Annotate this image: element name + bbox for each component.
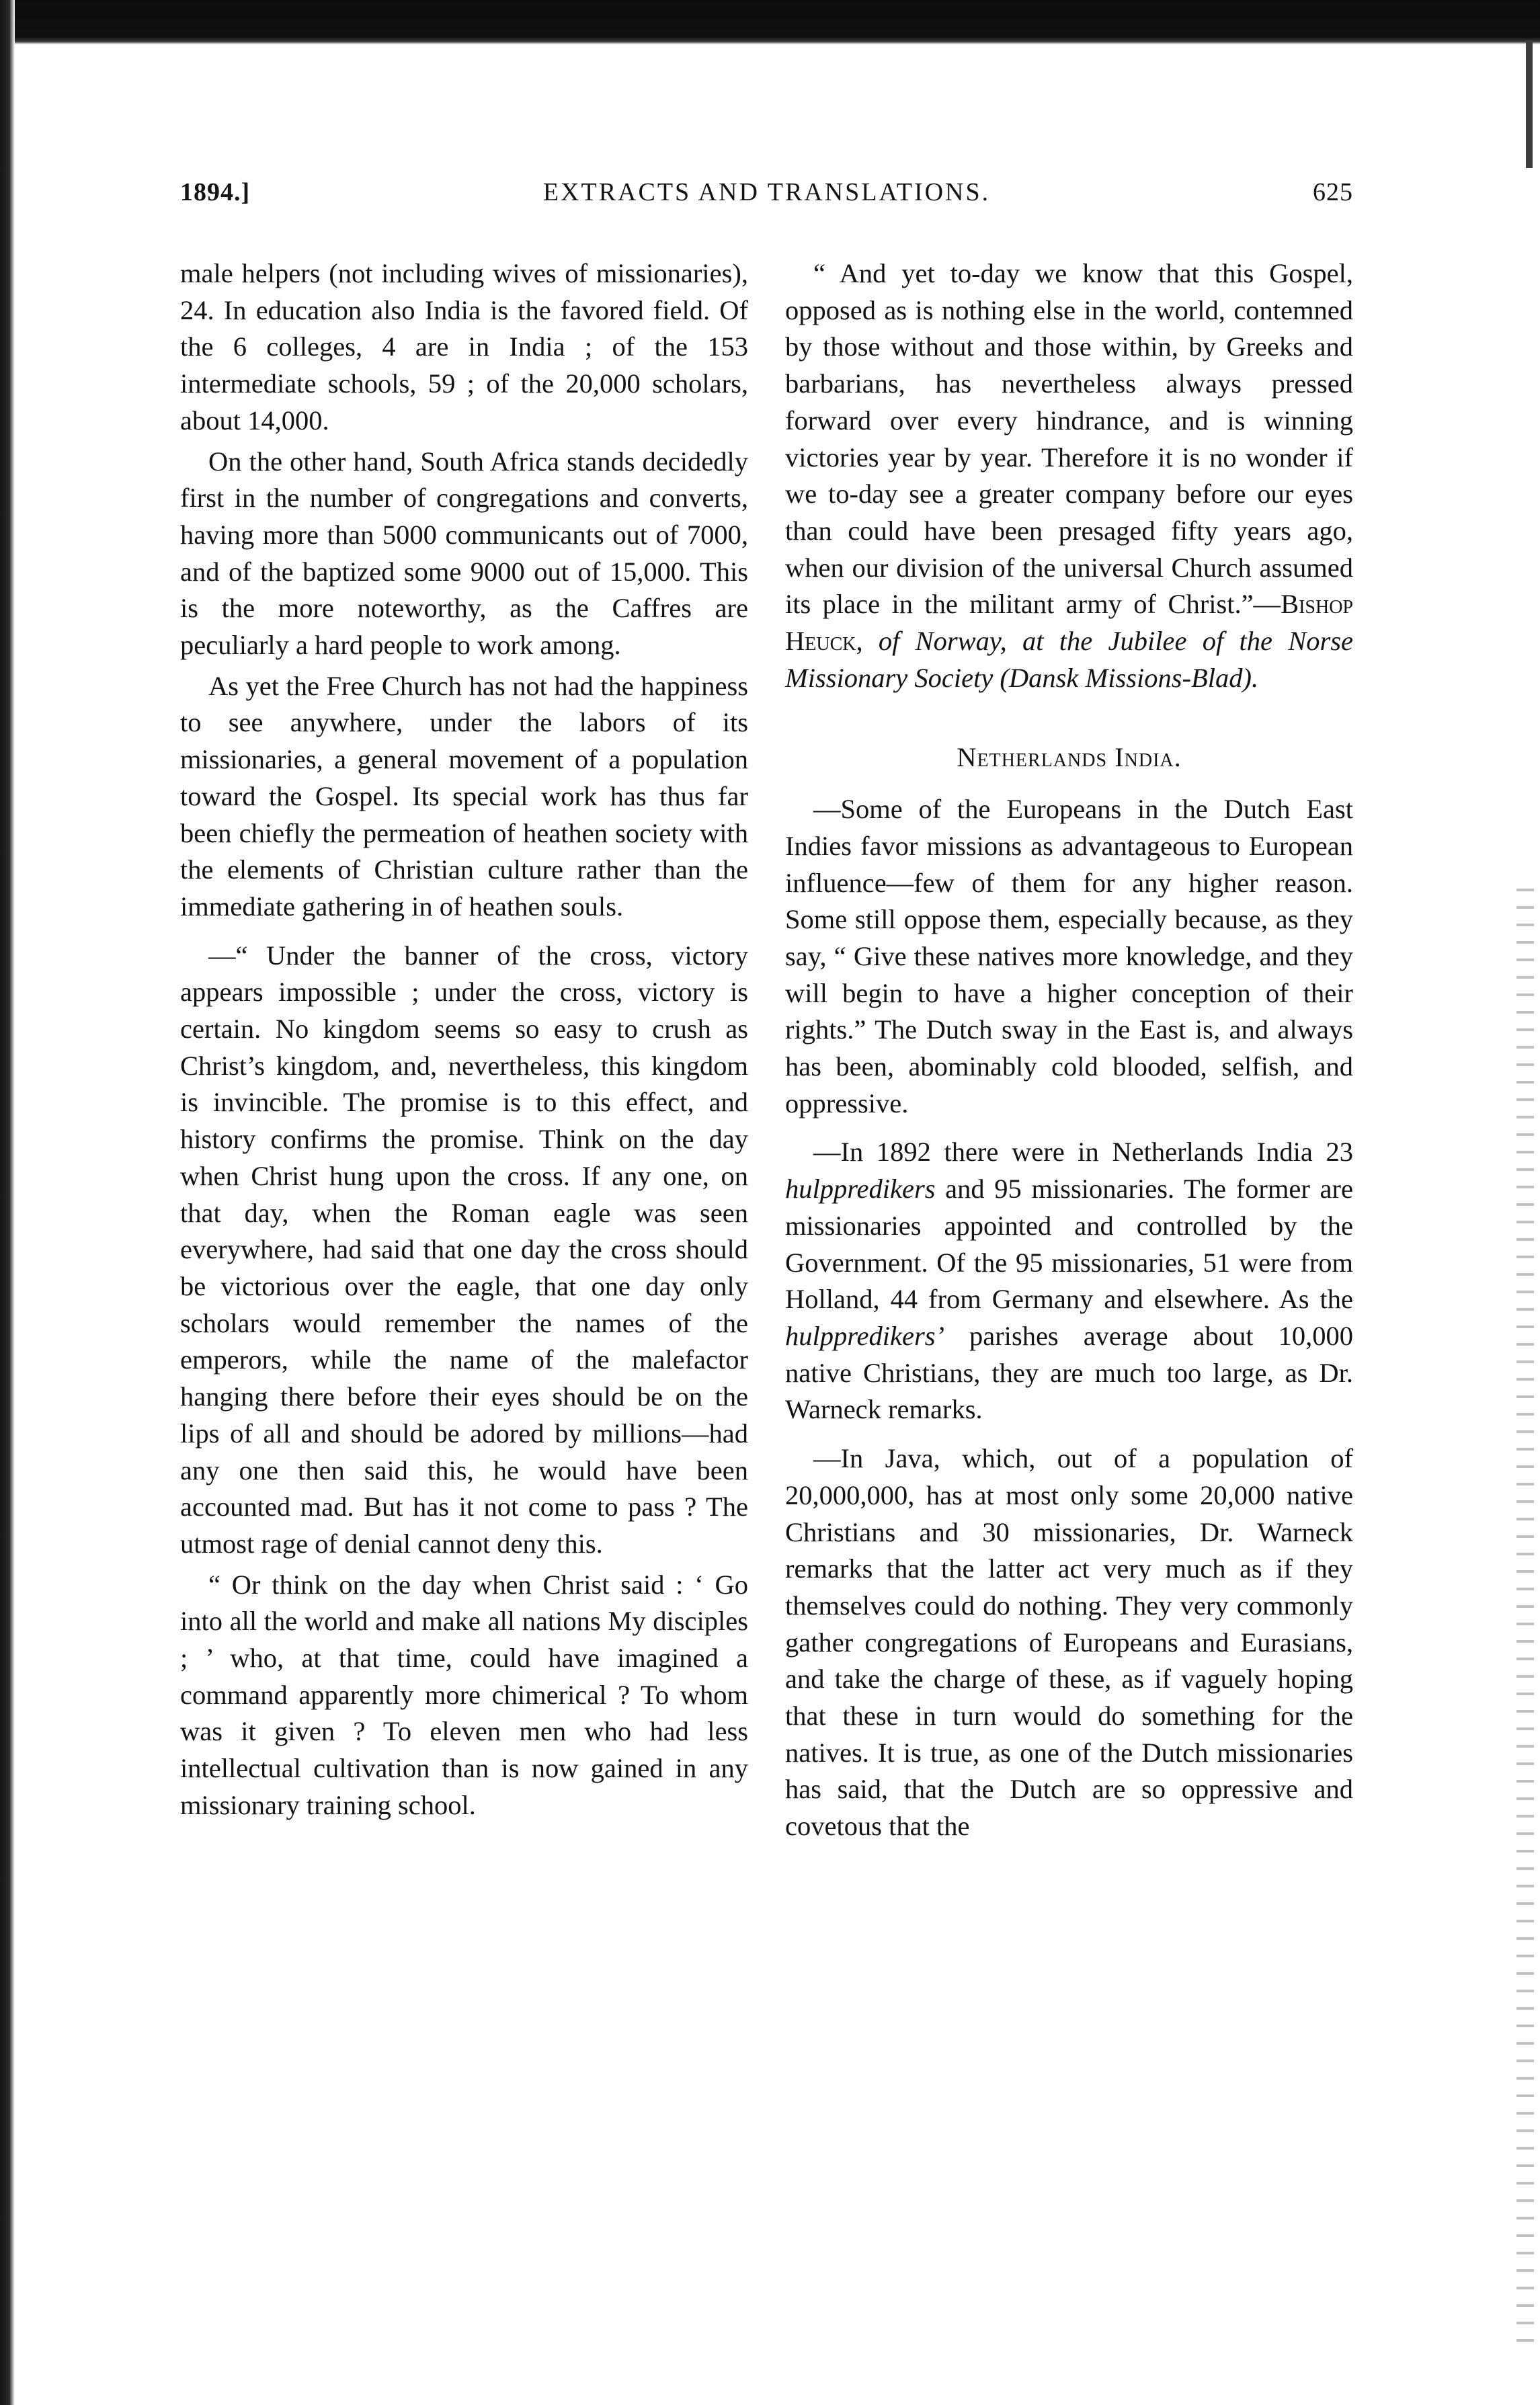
right-paragraph-2: —Some of the Europeans in the Dutch East Indies favor missions as advantageous to European influence—few of them for any higher reason. Some still oppose them, especially because, as they say, “ Give these natives more knowledge, and they will begin to have a higher conception of their rights.” The Dutch sway in the East is, and always has been, abominably cold blooded, selfish, and oppressive.	[785, 794, 1353, 1118]
page-number: 625	[1313, 178, 1353, 206]
term-hulppredikers: hulppredikers	[785, 1174, 936, 1205]
scan-edge-specks	[1516, 874, 1534, 2353]
left-paragraph-3: As yet the Free Church has not had the happiness to see anywhere, under the labors of its missionaries, a general movement of a population toward the Gospel. Its special work has thus far been chiefly the permeation of heathen society with the elements of Christian culture rather than the immediate gathering in of heathen souls.	[180, 670, 748, 922]
header-title: EXTRACTS AND TRANSLATIONS.	[542, 178, 991, 206]
scan-top-border	[0, 0, 1540, 44]
left-paragraph-4: —“ Under the banner of the cross, victory appears impossible ; under the cross, victory is certain. No kingdom seems so easy to crush as Christ’s kingdom, and, nevertheless, this kingdom is invincible. The promise is to this effect, and history confirms the promise. Think on the day when Christ hung upon the cross. If any one, on that day, when the Roman eagle was seen everywhere, had said that one day the cross should be victorious over the eagle, that one day only scholars would remember the names of the emperors, while the name of the malefactor hanging there before their eyes should be on the lips of all and should be adored by millions—had any one then said this, he would have been accounted mad. But has it not come to pass ? The utmost rage of denial cannot deny this.	[180, 940, 748, 1559]
running-header	[180, 177, 1353, 218]
quote-source: of Norway, at the Jubilee of the Norse Missionary Society (Dansk Missions-Blad).	[785, 626, 1354, 693]
scan-left-border	[0, 0, 15, 2405]
right-paragraph-3: —In 1892 there were in Netherlands India 23 hulppredikers and 95 missionaries. The former are missionaries appointed and controlled by the Government. Of the 95 missionaries, 51 were from Holland, 44 from Germany and elsewhere. As the hulppredikers’ parishes average about 10,000 native Christians, they are much too large, as Dr. Warneck remarks.	[785, 1137, 1353, 1425]
left-column	[180, 255, 748, 1828]
left-paragraph-5: “ Or think on the day when Christ said : ‘ Go into all the world and make all nations My disciples ; ’ who, at that time, could have imagined a command apparently more chimerical ? To whom was it given ? To eleven men who had less intellectual cultivation than is now gained in any missionary training school.	[180, 1569, 748, 1820]
left-paragraph-1: male helpers (not including wives of missionaries), 24. In education also India is the favored field. Of the 6 colleges, 4 are in India ; of the 153 intermediate schools, 59 ; of the 20,000 scholars, about 14,000.	[180, 258, 748, 436]
quote-author: Bishop Heuck,	[785, 589, 1353, 657]
right-column	[785, 255, 1353, 1849]
right-paragraph-4: —In Java, which, out of a population of 20,000,000, has at most only some 20,000 native Christians and 30 missionaries, Dr. Warneck remarks that the latter act very much as if they themselves could do nothing. They very commonly gather congregations of Europeans and Eurasians, and take the charge of these, as if vaguely hoping that these in turn would do something for the natives. It is true, as one of the Dutch missionaries has said, that the Dutch are so oppressive and covetous that the	[785, 1443, 1353, 1842]
scan-right-mark	[1526, 40, 1533, 168]
quote-text: “ And yet to-day we know that this Gospel, opposed as is nothing else in the world, contemned by those without and those within, by Greeks and barbarians, has nevertheless always pressed forward over every hindrance, and is winning victories year by year. Therefore it is no wonder if we to-day see a greater company before our eyes than could have been presaged fifty years ago, when our division of the universal Church assumed its place in the militant army of Christ.”—	[785, 258, 1353, 620]
left-paragraph-2: On the other hand, South Africa stands decidedly first in the number of congregations and converts, having more than 5000 communicants out of 7000, and of the baptized some 9000 out of 15,000. This is the more noteworthy, as the Caffres are peculiarly a hard people to work among.	[180, 446, 748, 661]
header-year: 1894.]	[180, 178, 251, 206]
right-paragraph-1	[785, 255, 1353, 696]
term-hulppredikers-possessive: hulppredikers’	[785, 1320, 944, 1351]
section-heading: Netherlands India.	[957, 742, 1182, 773]
